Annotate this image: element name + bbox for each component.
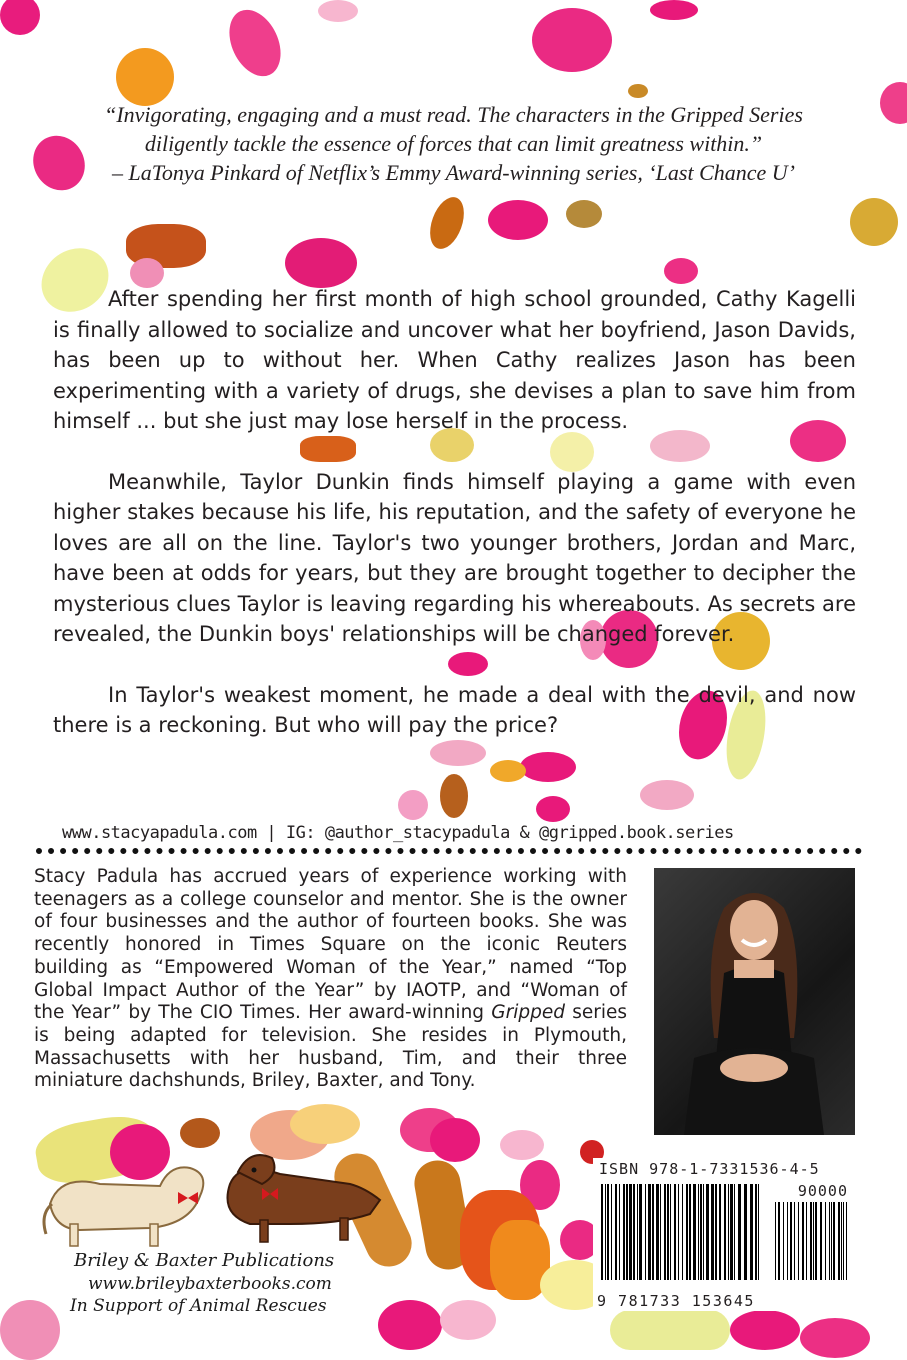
barcode-bar — [734, 1184, 735, 1280]
barcode-bar — [758, 1184, 759, 1280]
pill-decoration — [440, 774, 468, 818]
barcode-bar — [820, 1202, 822, 1280]
barcode-bar — [674, 1184, 676, 1280]
barcode-bar — [787, 1202, 788, 1280]
barcode-bar — [686, 1184, 688, 1280]
isbn-text: ISBN 978-1-7331536-4-5 — [599, 1160, 820, 1178]
barcode-bar — [711, 1184, 714, 1280]
barcode-bar — [843, 1202, 844, 1280]
pill-decoration — [290, 1104, 360, 1144]
price-code: 90000 — [797, 1182, 848, 1200]
barcode-bar — [813, 1202, 814, 1280]
barcode-bar — [831, 1202, 832, 1280]
publisher-logo — [40, 1144, 400, 1344]
author-photo — [654, 868, 855, 1135]
barcode-bar — [728, 1184, 729, 1280]
pill-decoration — [640, 780, 694, 810]
barcode-bar — [833, 1202, 835, 1280]
barcode-bar — [815, 1202, 817, 1280]
pill-decoration — [430, 1118, 480, 1162]
barcode-bar — [645, 1184, 646, 1280]
quote-line: “Invigorating, engaging and a must read. The characters in the Gripped Series — [104, 102, 803, 127]
pill-decoration — [566, 200, 602, 228]
barcode-bar — [619, 1184, 620, 1280]
bio-text: Stacy Padula has accrued years of experience working with teenagers as a college counselor and mentor. She is the owner of four businesses and the author of fourteen books. She was recently honored in Times Square on the iconic Reuters building as “Empowered Woman of the Year,” named “Top Global Impact Author of the Year” by IAOTP, and “Woman of the Year” by The CIO Times. Her award-winning — [34, 866, 627, 1024]
isbn-barcode — [593, 1158, 856, 1311]
endorsement-quote — [40, 100, 867, 187]
ean-number: 9 781733 153645 — [597, 1292, 755, 1310]
barcode-bar — [652, 1184, 654, 1280]
dachshund-logo-illustration — [40, 1144, 400, 1254]
barcode-bar — [802, 1202, 804, 1280]
barcode-bar — [623, 1184, 625, 1280]
quote-line: diligently tackle the essence of forces that can limit greatness within.” — [144, 131, 763, 156]
barcode-bar — [615, 1184, 617, 1280]
barcode-bar — [660, 1184, 661, 1280]
blurb-paragraph: Meanwhile, Taylor Dunkin finds himself playing a game with even higher stakes because his life, his reputation, and the safety of everyone he loves are all on the line. Taylor's two younger brothers, Jordan and Marc, have been at odds for years, but they are brought together to decipher the mysterious clues Taylor is leaving regarding his whereabouts. As secrets are revealed, the Dunkin boys' relationships will be changed forever. — [53, 469, 856, 646]
barcode-bar — [698, 1184, 699, 1280]
barcode-bar — [724, 1184, 726, 1280]
barcode-bar — [744, 1184, 747, 1280]
pill-decoration — [398, 790, 428, 820]
pill-decoration — [219, 2, 290, 85]
blurb-paragraph: After spending her first month of high school grounded, Cathy Kagelli is finally allowed to socialize and uncover what her boyfriend, Jason Davids, has been up to without her. When Cathy realizes Jason has been experimenting with a variety of drugs, she devises a plan to save him from himself ... but she just may lose herself in the process. — [53, 287, 856, 433]
publisher-tagline: In Support of Animal Rescues — [70, 1296, 327, 1316]
barcode-bar — [798, 1202, 799, 1280]
dotted-divider — [36, 848, 862, 854]
barcode-bar — [670, 1184, 671, 1280]
barcode-bar — [605, 1184, 606, 1280]
barcode-bar — [806, 1202, 807, 1280]
barcode-bar — [790, 1202, 792, 1280]
barcode-bar — [730, 1184, 733, 1280]
barcode-bar — [755, 1184, 757, 1280]
barcode-bar — [664, 1184, 666, 1280]
bio-text: series is being adapted for television. She resides in Plymouth, Massachusetts with her husband, Tim, and their three miniature dachshunds, Briley, Baxter, and Tony. — [34, 1002, 627, 1092]
barcode-bar — [719, 1184, 721, 1280]
barcode-bar — [633, 1184, 635, 1280]
barcode-bar — [689, 1184, 691, 1280]
pill-decoration — [664, 258, 698, 284]
barcode-bar — [829, 1202, 830, 1280]
barcode-bar — [783, 1202, 784, 1280]
barcode-bar — [626, 1184, 628, 1280]
barcode-bar — [693, 1184, 696, 1280]
barcode-bar — [601, 1184, 603, 1280]
barcode-bar — [775, 1202, 776, 1280]
pill-decoration — [800, 1318, 870, 1358]
barcode-bars — [599, 1184, 851, 1292]
pill-decoration — [318, 0, 358, 22]
barcode-bar — [738, 1184, 741, 1280]
barcode-bar — [703, 1184, 704, 1280]
pill-decoration — [440, 1300, 496, 1340]
pill-decoration — [850, 198, 898, 246]
barcode-bar — [838, 1202, 840, 1280]
quote-attribution: – LaTonya Pinkard of Netflix’s Emmy Award-winning series, ‘Last Chance U’ — [111, 160, 796, 185]
barcode-bar — [678, 1184, 679, 1280]
pill-decoration — [730, 1310, 800, 1350]
pill-decoration — [116, 48, 174, 106]
book-blurb — [53, 284, 856, 771]
bio-series-title: Gripped — [491, 1002, 565, 1024]
barcode-bar — [656, 1184, 659, 1280]
barcode-bar — [778, 1202, 780, 1280]
pill-decoration — [0, 0, 40, 35]
barcode-bar — [715, 1184, 717, 1280]
pill-decoration — [628, 84, 648, 98]
author-bio — [34, 866, 627, 1093]
pill-decoration — [532, 8, 612, 72]
pill-decoration — [488, 200, 548, 240]
author-links: www.stacyapadula.com | IG: @author_stacypadula & @gripped.book.series — [62, 823, 734, 843]
pill-decoration — [880, 82, 907, 124]
barcode-bar — [794, 1202, 795, 1280]
barcode-bar — [682, 1184, 683, 1280]
barcode-bar — [846, 1202, 847, 1280]
pill-decoration — [650, 0, 698, 20]
publisher-url: www.brileybaxterbooks.com — [88, 1274, 332, 1294]
barcode-bar — [750, 1184, 753, 1280]
barcode-bar — [629, 1184, 632, 1280]
barcode-bar — [637, 1184, 638, 1280]
blurb-paragraph: In Taylor's weakest moment, he made a deal with the devil, and now there is a reckoning. But who will pay the price? — [53, 682, 856, 737]
pill-decoration — [500, 1130, 544, 1160]
pill-decoration — [424, 192, 471, 253]
barcode-bar — [841, 1202, 842, 1280]
barcode-bar — [810, 1202, 812, 1280]
barcode-bar — [639, 1184, 642, 1280]
author-portrait-illustration — [654, 868, 855, 1135]
barcode-bar — [611, 1184, 612, 1280]
pill-decoration — [285, 238, 357, 288]
barcode-bar — [607, 1184, 609, 1280]
pill-decoration — [536, 796, 570, 822]
barcode-bar — [700, 1184, 702, 1280]
barcode-bar — [825, 1202, 826, 1280]
barcode-bar — [667, 1184, 669, 1280]
publisher-name: Briley & Baxter Publications — [74, 1250, 335, 1271]
barcode-bar — [648, 1184, 651, 1280]
pill-decoration — [610, 1310, 730, 1350]
barcode-bar — [706, 1184, 709, 1280]
